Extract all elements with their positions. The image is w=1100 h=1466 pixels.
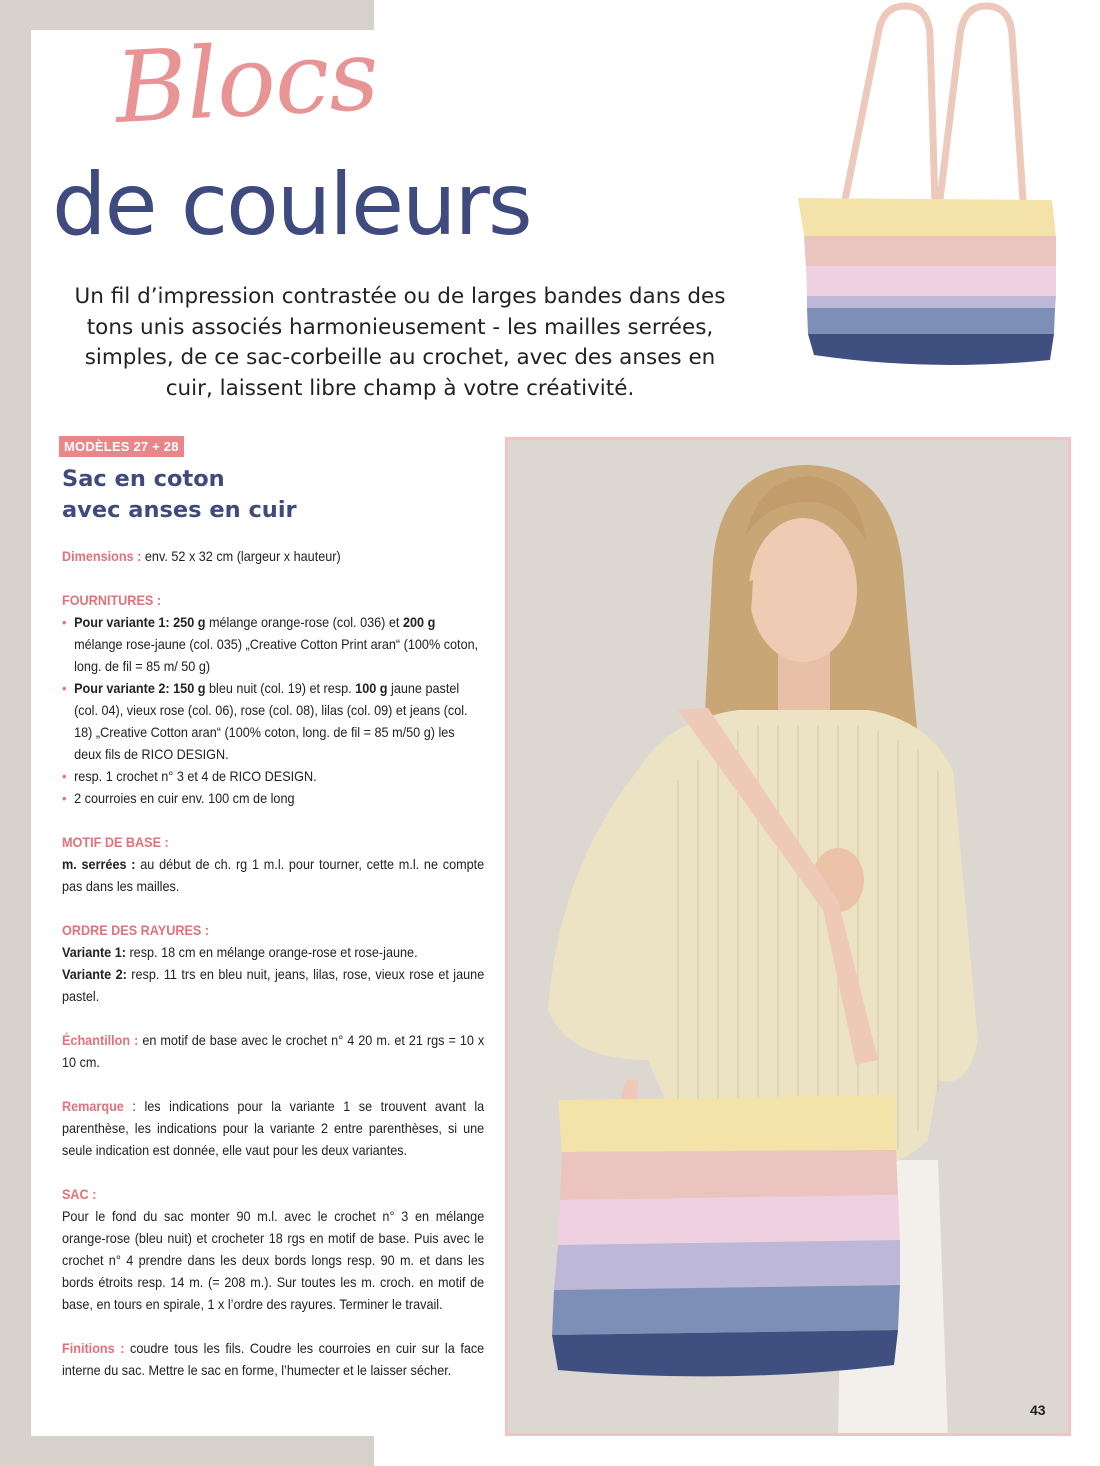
pattern-title-line-1: Sac en coton [62, 466, 225, 492]
supplies-section [62, 590, 484, 810]
variant-2-label: Variante 2: [62, 967, 127, 982]
base-stitch-section [62, 832, 484, 898]
title-main: de couleurs [52, 155, 531, 255]
supply-2-text-b: jaune pastel (col. 04), vieux rose (col. 06), rose (col. 08), lilas (col. 09) et jeans (col. 18) „Creative Cotton aran“ (100% coton, long. de fil = 85 m/50 g) les deux fils de RICO DESIGN. [74, 681, 468, 762]
list-item: • 2 courroies en cuir env. 100 cm de long [62, 788, 484, 810]
page-number: 43 [1030, 1402, 1046, 1418]
supplies-heading: FOURNITURES : [62, 593, 162, 608]
bag-section [62, 1184, 484, 1316]
gauge-section [62, 1030, 484, 1074]
supply-1-text-a: mélange orange-rose (col. 036) et [205, 615, 403, 630]
variant-1-text: resp. 18 cm en mélange orange-rose et rose-jaune. [125, 945, 418, 960]
stripes-variant-2 [62, 964, 484, 1008]
finishing-section [62, 1338, 484, 1382]
variant-1-label: Variante 1: [62, 945, 126, 960]
note-label: Remarque [62, 1099, 124, 1114]
finishing-label: Finitions : [62, 1341, 125, 1356]
base-stitch-text [62, 854, 484, 898]
stripes-variant-1 [62, 942, 484, 964]
instructions-column [62, 546, 484, 1404]
supply-2-bold-a: Pour variante 2: 150 g [74, 681, 206, 696]
pattern-title-line-2: avec anses en cuir [62, 497, 297, 523]
note-text [62, 1096, 484, 1162]
bag-product-photo [790, 0, 1080, 370]
supply-2-bold-b: 100 g [355, 681, 388, 696]
gauge-body: en motif de base avec le crochet n° 4 20 m. et 21 rgs = 10 x 10 cm. [62, 1033, 485, 1070]
title-script: Blocs [112, 18, 381, 146]
stripes-section [62, 920, 484, 1008]
list-item [62, 678, 484, 766]
bag-stripes [552, 1095, 900, 1376]
variant-2-text: resp. 11 trs en bleu nuit, jeans, lilas, rose, vieux rose et jaune pastel. [62, 967, 485, 1004]
bag-body [798, 198, 1056, 365]
stripes-heading: ORDRE DES RAYURES : [62, 923, 210, 938]
supply-1-text-b: mélange rose-jaune (col. 035) „Creative Cotton Print aran“ (100% coton, long. de fil = 85 m/ 50 g) [74, 637, 479, 674]
list-item: • resp. 1 crochet n° 3 et 4 de RICO DESIGN. [62, 766, 484, 788]
bag-handles [842, 6, 1024, 215]
supply-1-bold-a: Pour variante 1: 250 g [74, 615, 206, 630]
model-photo-illustration [508, 440, 1071, 1436]
bag-heading: SAC : [62, 1187, 97, 1202]
model-badge: MODÈLES 27 + 28 [59, 436, 184, 457]
base-stitch-heading: MOTIF DE BASE : [62, 835, 169, 850]
list-item [62, 612, 484, 678]
finishing-text [62, 1338, 484, 1382]
note-section [62, 1096, 484, 1162]
intro-paragraph: Un fil d’impression contrastée ou de larges bandes dans des tons unis associés harmonieusement - les mailles serrées, simples, de ce sac-corbeille au crochet, avec des anses en cuir, laissent libre champ à votre créativité. [74, 284, 726, 401]
dimensions-section [62, 546, 484, 568]
supply-1-bold-b: 200 g [402, 615, 436, 630]
supply-2-text-a: bleu nuit (col. 19) et resp. [205, 681, 356, 696]
gauge-text [62, 1030, 484, 1074]
model-photo [505, 437, 1071, 1436]
dimensions-text: env. 52 x 32 cm (largeur x hauteur) [141, 549, 341, 564]
note-body: : les indications pour la variante 1 se trouvent avant la parenthèse, les indications pour la variante 2 entre parenthèses, si une seule indication est donnée, elle vaut pour les deux variantes. [62, 1099, 485, 1158]
bag-text: Pour le fond du sac monter 90 m.l. avec le crochet n° 3 en mélange orange-rose (bleu nuit) et crocheter 18 rgs en motif de base. Puis avec le crochet n° 4 prendre dans les deux bords longs resp. 90 m. et dans les bords étroits resp. 14 m. (= 208 m.). Sur toutes les m. croch. en motif de base, en tours en spirale, 1 x l’ordre des rayures. Terminer le travail. [62, 1209, 485, 1312]
finishing-body: coudre tous les fils. Coudre les courroies en cuir sur la face interne du sac. Mettre le sac en forme, l’humecter et le laisser sécher. [62, 1341, 485, 1378]
base-stitch-bold: m. serrées : [62, 857, 136, 872]
pattern-title [62, 464, 297, 526]
supplies-list [62, 612, 484, 810]
gauge-label: Échantillon : [62, 1033, 139, 1048]
dimensions-label: Dimensions : [62, 549, 142, 564]
base-stitch-body: au début de ch. rg 1 m.l. pour tourner, cette m.l. ne compte pas dans les mailles. [62, 857, 485, 894]
